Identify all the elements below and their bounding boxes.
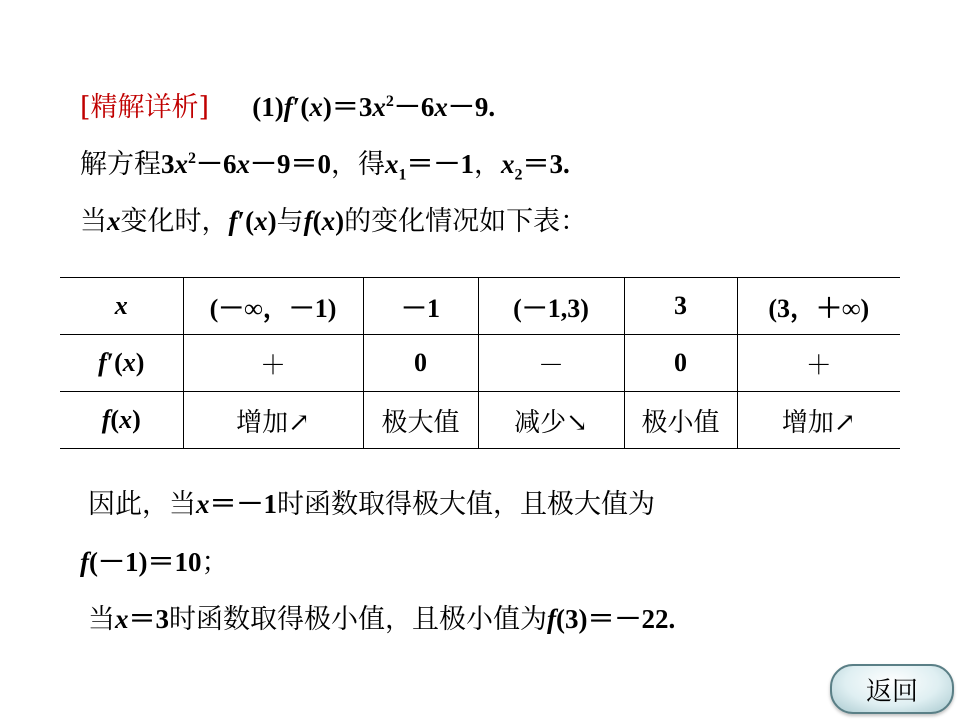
cell-derivative-sign: 0 bbox=[624, 335, 737, 392]
cell-derivative-sign: ＋ bbox=[737, 335, 900, 392]
cell-point-3: 3 bbox=[624, 278, 737, 335]
cell-function-behavior: 增加↗ bbox=[183, 392, 363, 449]
table-intro-line: 当x变化时，f′(x)与f(x)的变化情况如下表： bbox=[80, 206, 588, 237]
cell-x-label: x bbox=[60, 278, 183, 335]
conclusion-line-2: f(－1)＝10； bbox=[80, 547, 229, 578]
cell-function-behavior: 极小值 bbox=[624, 392, 737, 449]
solution-heading: [精解详析] $(1)f'(x)=3x^2-6x-9$. bbox=[80, 92, 496, 123]
table-row-x bbox=[60, 278, 900, 335]
cell-derivative-sign: － bbox=[478, 335, 624, 392]
equation-line: 解方程$3x^2-6x-9=0$，得$x_1=-1$，$x_2=3$. bbox=[80, 149, 570, 184]
cell-derivative-label: f′(x) bbox=[60, 335, 183, 392]
cell-function-behavior: 减少↘ bbox=[478, 392, 624, 449]
cell-function-behavior: 增加↗ bbox=[737, 392, 900, 449]
cell-function-label: f(x) bbox=[60, 392, 183, 449]
back-button[interactable]: 返回 bbox=[830, 664, 954, 714]
conclusion-line-1: 因此，当x＝－1时函数取得极大值，且极大值为 bbox=[88, 489, 655, 520]
cell-function-behavior: 极大值 bbox=[363, 392, 478, 449]
cell-point-neg1: －1 bbox=[363, 278, 478, 335]
table-row-function bbox=[60, 392, 900, 449]
cell-interval-3: (3，＋∞) bbox=[737, 278, 900, 335]
cell-interval-2: (－1,3) bbox=[478, 278, 624, 335]
solution-tag: [精解详析] bbox=[80, 92, 210, 123]
cell-derivative-sign: 0 bbox=[363, 335, 478, 392]
variation-table bbox=[60, 277, 900, 449]
conclusion-line-3: 当x＝3时函数取得极小值，且极小值为f(3)＝－22. bbox=[88, 604, 676, 635]
cell-derivative-sign: ＋ bbox=[183, 335, 363, 392]
table-row-derivative bbox=[60, 335, 900, 392]
cell-interval-1: (－∞，－1) bbox=[183, 278, 363, 335]
